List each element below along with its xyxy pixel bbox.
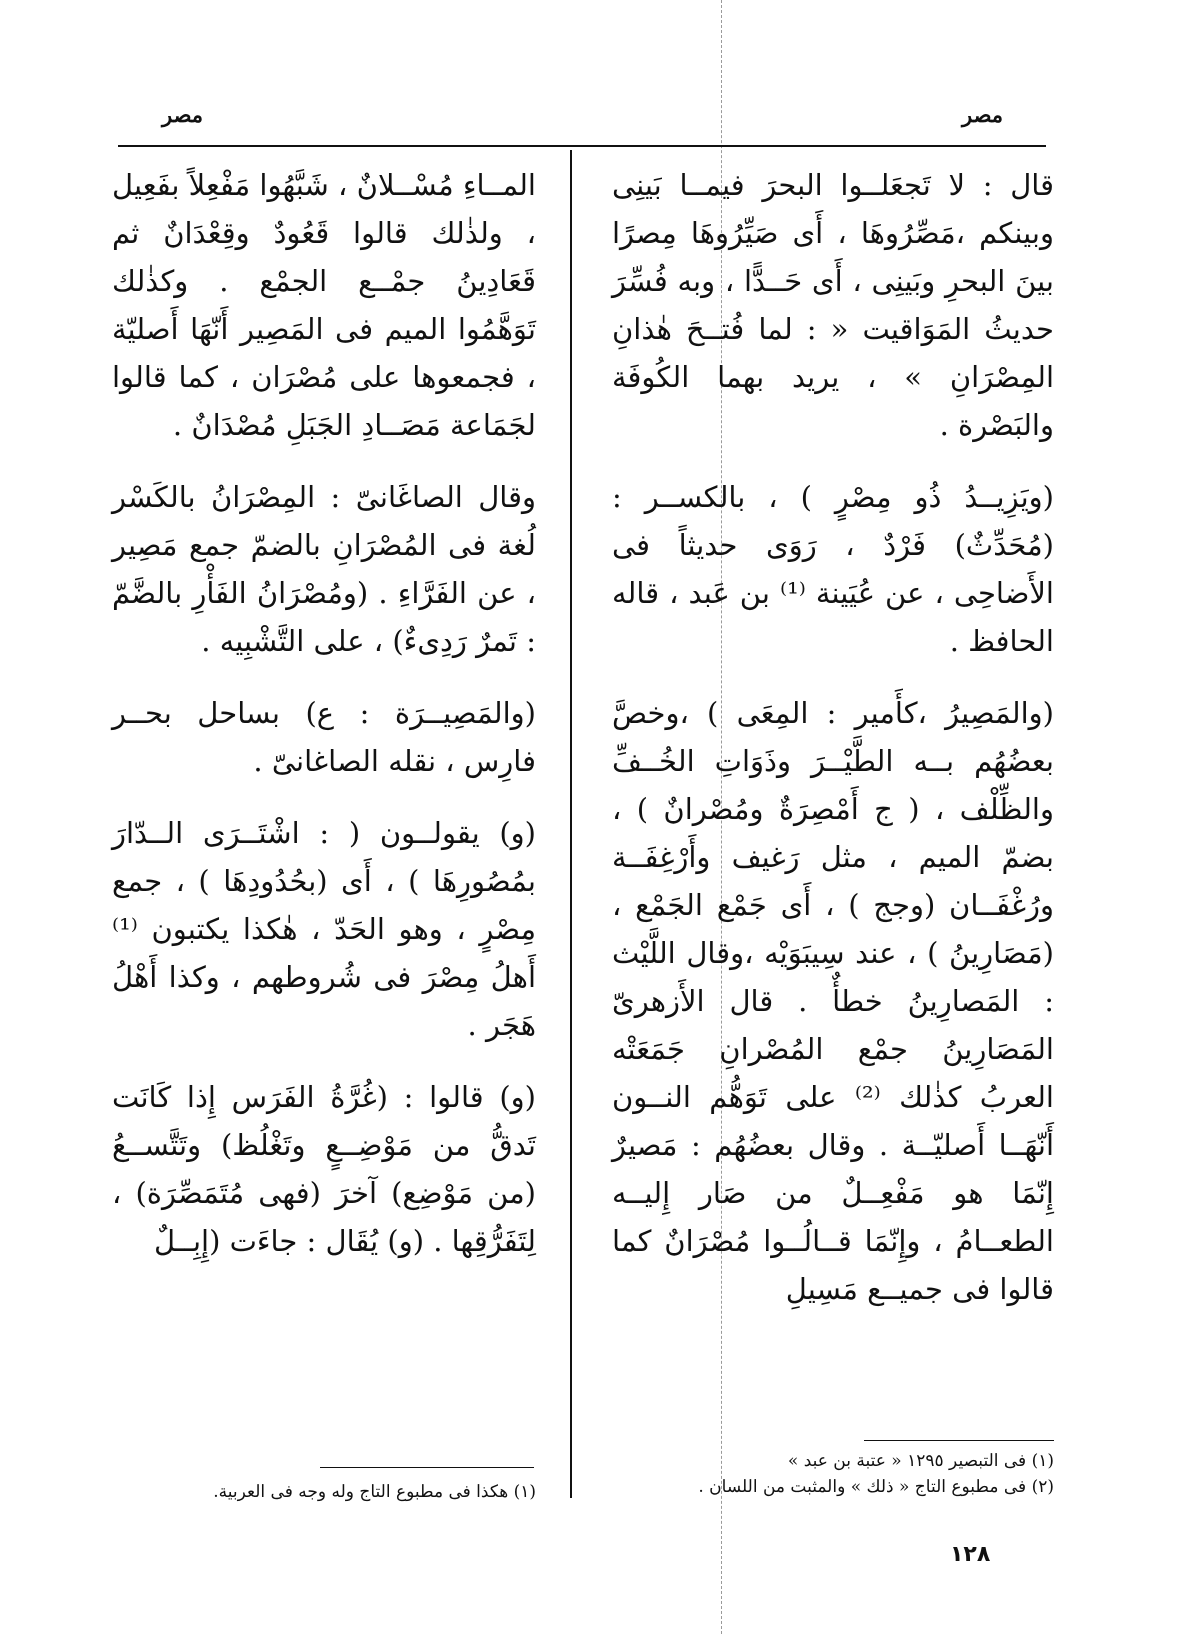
footnote: (١) هكذا فى مطبوع التاج وله وجه فى العربية. [213,1482,536,1502]
column-divider [570,150,572,1498]
running-header-right: مصر [962,102,1004,127]
paragraph: قال : لا تَجعَلــوا البحرَ فيمــا بَينِى وبينكم ،مَصِّرُوهَا ، أَى صَيِّرُوهَا مِصرًا بينَ البحرِ وبَينِى ، أَى حَــدًّا ، وبه فُسِّرَ حديثُ المَوَاقيت « : لما فُتــحَ هٰذانِ المِصْرَانِ » ، يريد بهما الكُوفَة والبَصْرة . [612,168,1054,442]
paragraph: (والمَصِيرُ ،كأَمير : المِعَى ) ،وخصَّ بعضُهُم بــه الطَّيْــرَ وذَوَاتِ الخُــفِّ والظِّلْف ، ( ج أَمْصِرَةٌ ومُصْرانٌ ) ، بضمّ الميم ، مثل رَغيف وأَرْغِفَــة ورُغْفَــان (وجج ) ، أَى جَمْع الجَمْع ، (مَصَارِينُ ) ، عند سِيبَوَيْه ،وقال اللَّيْث : المَصارِينُ خطأٌ . قال الأَزهرىّ المَصَارِينُ جمْع المُصْرانِ جَمَعَتْه العربُ كذٰلك ⁽²⁾ على تَوَهُّم النــون أَنّهَــا أَصليّــة . وقال بعضُهُم : مَصيرٌ إِنّمَا هو مَفْعِــلٌ من صَار إِليــه الطعــامُ ، وإِنّمَا قــالُــوا مُصْرَانٌ كما قالوا فى جميــع مَسِيلِ [612,696,1054,1306]
footnotes-left [112,1479,536,1505]
paragraph: (ويَزِيــدُ ذُو مِصْرٍ ) ، بالكســر : (مُحَدِّثٌ) فَرْدٌ ، رَوَى حديثاً فى الأَضاحِى ، عن عُيَينة ⁽¹⁾ بن عَبد ، قاله الحافظ . [612,480,1054,658]
footnote: (٢) فى مطبوع التاج « ذلك » والمثبت من اللسان . [698,1477,1054,1497]
footnote-rule-left [320,1467,534,1468]
right-column [612,161,1054,1337]
paragraph: (و) يقولــون ( : اشْتَــرَى الــدّارَ بمُصُورِهَا ) ، أَى (بحُدُودِهَا ) ، جمع مِصْرٍ ، وهو الحَدّ ، هٰكذا يكتبون ⁽¹⁾ أَهلُ مِصْرَ فى شُروطهم ، وكذا أَهْلُ هَجَر . [112,816,536,1042]
footnote-rule-right [864,1440,1054,1441]
page-number: ١٢٨ [950,1542,991,1567]
paragraph: المــاءِ مُسْــلانٌ ، شَبَّهُوا مَفْعِلاً بفَعِيل ، ولذٰلك قالوا قَعُودٌ وقِعْدَانٌ ثم قَعَادِينُ جمْــع الجمْع . وكذٰلك تَوَهَّمُوا الميم فى المَصِير أَنّهَا أَصليّة ، فجمعوها على مُصْرَان ، كما قالوا لجَمَاعة مَصَــادِ الجَبَلِ مُصْدَانٌ . [112,168,536,442]
paragraph: (والمَصِيــرَة : ع) بساحل بحــر فارِس ، نقله الصاغانىّ . [112,696,536,778]
paragraph: وقال الصاغَانىّ : المِصْرَانُ بالكَسْر لُغة فى المُصْرَانِ بالضمّ جمع مَصِير ، عن الفَرَّاءِ . (ومُصْرَانُ الفَأْرِ بالضَّمّ : تَمرٌ رَدِىءٌ) ، على التَّشْبِيه . [112,480,536,658]
footnotes-right [612,1448,1054,1500]
left-column [112,161,536,1289]
header-rule [118,145,1046,147]
footnote: (١) فى التبصير ١٢٩٥ « عتبة بن عبد » [787,1451,1054,1471]
running-header-left: مصر [162,102,204,127]
paragraph: (و) قالوا : (غُرَّةُ الفَرَس إِذا كَانَت تَدقُّ من مَوْضِــعٍ وتَغْلُظ) وتَتَّســعُ (من مَوْضِع) آخرَ (فهى مُتَمَصِّرَة) ، لِتَفَرُّقِها . (و) يُقَال : جاءَت (إِبِــلٌ [112,1080,536,1258]
